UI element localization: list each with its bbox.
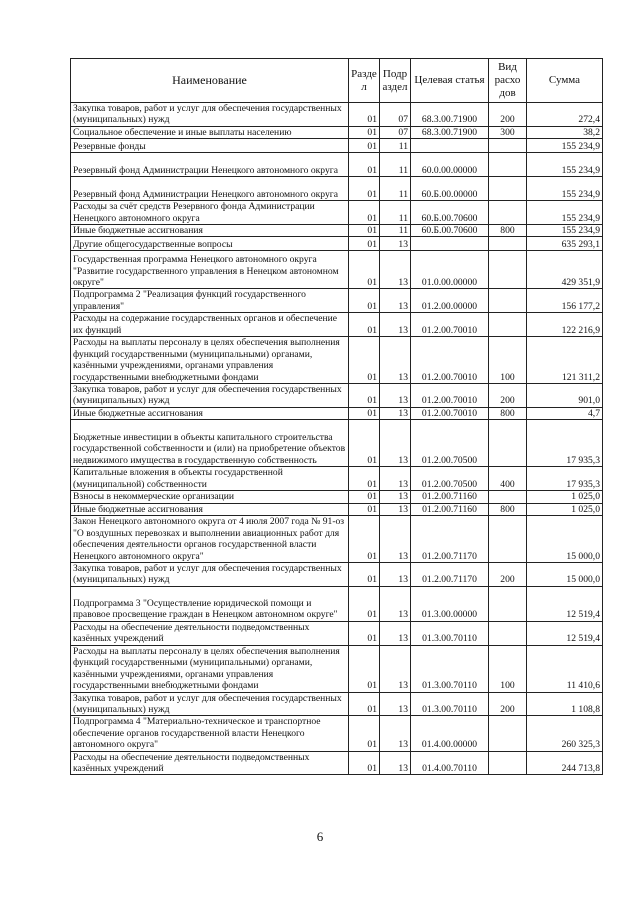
cell-sum: 155 234,9 bbox=[527, 153, 603, 177]
cell-section: 01 bbox=[349, 407, 380, 419]
header-sum: Сумма bbox=[527, 59, 603, 103]
cell-sum: 38,2 bbox=[527, 126, 603, 138]
table-body bbox=[71, 103, 603, 775]
header-subsection: Подр аздел bbox=[380, 59, 411, 103]
cell-subsection: 13 bbox=[380, 337, 411, 384]
cell-target bbox=[411, 237, 489, 251]
cell-section: 01 bbox=[349, 751, 380, 775]
cell-subsection: 13 bbox=[380, 621, 411, 645]
cell-name: Резервный фонд Администрации Ненецкого автономного округа bbox=[71, 153, 349, 177]
cell-section: 01 bbox=[349, 225, 380, 237]
table-row bbox=[71, 225, 603, 237]
cell-target: 60.Б.00.70600 bbox=[411, 201, 489, 225]
cell-sum: 1 108,8 bbox=[527, 692, 603, 716]
cell-sum: 429 351,9 bbox=[527, 251, 603, 289]
cell-section: 01 bbox=[349, 153, 380, 177]
cell-target: 60.Б.00.70600 bbox=[411, 225, 489, 237]
cell-target: 01.2.00.70500 bbox=[411, 420, 489, 467]
header-target: Целевая статья bbox=[411, 59, 489, 103]
cell-subsection: 11 bbox=[380, 153, 411, 177]
table-row bbox=[71, 407, 603, 419]
table-row bbox=[71, 201, 603, 225]
cell-type bbox=[489, 313, 527, 337]
cell-target: 68.3.00.71900 bbox=[411, 126, 489, 138]
cell-subsection: 13 bbox=[380, 289, 411, 313]
table-row bbox=[71, 420, 603, 467]
cell-subsection: 11 bbox=[380, 201, 411, 225]
cell-name: Подпрограмма 3 "Осуществление юридической помощи и правовое просвещение граждан в Ненецком автономном округе" bbox=[71, 586, 349, 621]
cell-subsection: 13 bbox=[380, 586, 411, 621]
cell-target: 68.3.00.71900 bbox=[411, 103, 489, 127]
cell-sum: 122 216,9 bbox=[527, 313, 603, 337]
cell-type: 200 bbox=[489, 384, 527, 408]
table-row bbox=[71, 692, 603, 716]
cell-name: Другие общегосударственные вопросы bbox=[71, 237, 349, 251]
cell-subsection: 13 bbox=[380, 692, 411, 716]
cell-subsection: 13 bbox=[380, 313, 411, 337]
cell-type bbox=[489, 621, 527, 645]
cell-sum: 1 025,0 bbox=[527, 503, 603, 515]
cell-target: 60.Б.00.00000 bbox=[411, 177, 489, 201]
cell-sum: 15 000,0 bbox=[527, 562, 603, 586]
budget-table bbox=[70, 58, 603, 775]
header-type: Вид расхо дов bbox=[489, 59, 527, 103]
cell-sum: 155 234,9 bbox=[527, 139, 603, 153]
cell-type: 800 bbox=[489, 225, 527, 237]
cell-sum: 17 935,3 bbox=[527, 420, 603, 467]
cell-subsection: 13 bbox=[380, 420, 411, 467]
header-name: Наименование bbox=[71, 59, 349, 103]
cell-type: 200 bbox=[489, 562, 527, 586]
cell-target: 01.2.00.71160 bbox=[411, 503, 489, 515]
cell-type: 100 bbox=[489, 337, 527, 384]
cell-section: 01 bbox=[349, 562, 380, 586]
cell-name: Расходы на обеспечение деятельности подведомственных казённых учреждений bbox=[71, 621, 349, 645]
table-row bbox=[71, 515, 603, 562]
cell-target: 01.4.00.00000 bbox=[411, 716, 489, 751]
page-number: 6 bbox=[316, 829, 324, 844]
table-row bbox=[71, 103, 603, 127]
cell-type bbox=[489, 491, 527, 503]
cell-name: Закупка товаров, работ и услуг для обеспечения государственных (муниципальных) нужд bbox=[71, 562, 349, 586]
cell-section: 01 bbox=[349, 126, 380, 138]
cell-type bbox=[489, 515, 527, 562]
cell-type: 100 bbox=[489, 645, 527, 692]
cell-type bbox=[489, 153, 527, 177]
cell-subsection: 07 bbox=[380, 126, 411, 138]
table-row bbox=[71, 467, 603, 491]
cell-target bbox=[411, 139, 489, 153]
cell-sum: 17 935,3 bbox=[527, 467, 603, 491]
cell-section: 01 bbox=[349, 289, 380, 313]
table-row bbox=[71, 621, 603, 645]
cell-type bbox=[489, 251, 527, 289]
cell-target: 01.2.00.71170 bbox=[411, 562, 489, 586]
cell-subsection: 11 bbox=[380, 139, 411, 153]
cell-section: 01 bbox=[349, 586, 380, 621]
cell-name: Расходы на выплаты персоналу в целях обеспечения выполнения функций государственными (муниципальными) органами, казёнными учреждениями, органами управления государственными внебюджетными фондами bbox=[71, 337, 349, 384]
cell-section: 01 bbox=[349, 251, 380, 289]
cell-subsection: 13 bbox=[380, 467, 411, 491]
cell-target: 01.4.00.70110 bbox=[411, 751, 489, 775]
cell-sum: 156 177,2 bbox=[527, 289, 603, 313]
cell-sum: 635 293,1 bbox=[527, 237, 603, 251]
cell-name: Иные бюджетные ассигнования bbox=[71, 407, 349, 419]
cell-type bbox=[489, 751, 527, 775]
cell-target: 01.2.00.70010 bbox=[411, 313, 489, 337]
cell-type bbox=[489, 237, 527, 251]
cell-section: 01 bbox=[349, 621, 380, 645]
cell-sum: 1 025,0 bbox=[527, 491, 603, 503]
cell-target: 01.3.00.70110 bbox=[411, 692, 489, 716]
cell-sum: 155 234,9 bbox=[527, 225, 603, 237]
cell-section: 01 bbox=[349, 103, 380, 127]
table-row bbox=[71, 337, 603, 384]
table-row bbox=[71, 384, 603, 408]
cell-name: Иные бюджетные ассигнования bbox=[71, 503, 349, 515]
cell-section: 01 bbox=[349, 503, 380, 515]
cell-name: Расходы на содержание государственных органов и обеспечение их функций bbox=[71, 313, 349, 337]
cell-target: 01.0.00.00000 bbox=[411, 251, 489, 289]
cell-subsection: 13 bbox=[380, 751, 411, 775]
table-header-row bbox=[71, 59, 603, 103]
table-row bbox=[71, 313, 603, 337]
cell-target: 01.2.00.70010 bbox=[411, 384, 489, 408]
cell-sum: 155 234,9 bbox=[527, 201, 603, 225]
cell-sum: 121 311,2 bbox=[527, 337, 603, 384]
table-row bbox=[71, 716, 603, 751]
cell-sum: 11 410,6 bbox=[527, 645, 603, 692]
cell-section: 01 bbox=[349, 384, 380, 408]
cell-name: Расходы на обеспечение деятельности подведомственных казённых учреждений bbox=[71, 751, 349, 775]
cell-subsection: 11 bbox=[380, 177, 411, 201]
cell-name: Взносы в некоммерческие организации bbox=[71, 491, 349, 503]
cell-type bbox=[489, 420, 527, 467]
cell-section: 01 bbox=[349, 313, 380, 337]
cell-sum: 12 519,4 bbox=[527, 586, 603, 621]
cell-subsection: 13 bbox=[380, 251, 411, 289]
cell-section: 01 bbox=[349, 201, 380, 225]
cell-section: 01 bbox=[349, 420, 380, 467]
cell-type: 800 bbox=[489, 407, 527, 419]
cell-section: 01 bbox=[349, 139, 380, 153]
cell-subsection: 13 bbox=[380, 645, 411, 692]
cell-section: 01 bbox=[349, 177, 380, 201]
cell-type bbox=[489, 586, 527, 621]
table-row bbox=[71, 491, 603, 503]
cell-section: 01 bbox=[349, 337, 380, 384]
cell-type bbox=[489, 177, 527, 201]
table-row bbox=[71, 177, 603, 201]
cell-type bbox=[489, 289, 527, 313]
cell-name: Закупка товаров, работ и услуг для обеспечения государственных (муниципальных) нужд bbox=[71, 692, 349, 716]
cell-type bbox=[489, 139, 527, 153]
cell-sum: 244 713,8 bbox=[527, 751, 603, 775]
cell-sum: 15 000,0 bbox=[527, 515, 603, 562]
table-row bbox=[71, 289, 603, 313]
cell-subsection: 13 bbox=[380, 384, 411, 408]
cell-section: 01 bbox=[349, 515, 380, 562]
cell-name: Подпрограмма 2 "Реализация функций государственного управления" bbox=[71, 289, 349, 313]
cell-name: Социальное обеспечение и иные выплаты населению bbox=[71, 126, 349, 138]
cell-name: Закон Ненецкого автономного округа от 4 июля 2007 года № 91-оз "О воздушных перевозках и выполнении авиационных работ для обеспечения деятельности органов государственной власти Ненецкого автономного округа" bbox=[71, 515, 349, 562]
cell-target: 60.0.00.00000 bbox=[411, 153, 489, 177]
cell-section: 01 bbox=[349, 692, 380, 716]
cell-target: 01.2.00.71170 bbox=[411, 515, 489, 562]
cell-section: 01 bbox=[349, 645, 380, 692]
cell-subsection: 13 bbox=[380, 515, 411, 562]
cell-subsection: 13 bbox=[380, 503, 411, 515]
cell-subsection: 13 bbox=[380, 237, 411, 251]
cell-name: Расходы за счёт средств Резервного фонда Администрации Ненецкого автономного округа bbox=[71, 201, 349, 225]
cell-name: Закупка товаров, работ и услуг для обеспечения государственных (муниципальных) нужд bbox=[71, 103, 349, 127]
cell-sum: 155 234,9 bbox=[527, 177, 603, 201]
table-row bbox=[71, 751, 603, 775]
header-section: Разде л bbox=[349, 59, 380, 103]
cell-name: Резервные фонды bbox=[71, 139, 349, 153]
table-row bbox=[71, 126, 603, 138]
table-row bbox=[71, 153, 603, 177]
cell-subsection: 07 bbox=[380, 103, 411, 127]
table-row bbox=[71, 237, 603, 251]
cell-sum: 260 325,3 bbox=[527, 716, 603, 751]
cell-name: Бюджетные инвестиции в объекты капитального строительства государственной собственности и (или) на приобретение объектов недвижимого имущества в государственную собственность bbox=[71, 420, 349, 467]
cell-target: 01.3.00.70110 bbox=[411, 645, 489, 692]
cell-target: 01.2.00.71160 bbox=[411, 491, 489, 503]
cell-type: 200 bbox=[489, 692, 527, 716]
cell-type: 200 bbox=[489, 103, 527, 127]
cell-target: 01.2.00.70010 bbox=[411, 407, 489, 419]
cell-type bbox=[489, 201, 527, 225]
cell-name: Иные бюджетные ассигнования bbox=[71, 225, 349, 237]
cell-subsection: 13 bbox=[380, 716, 411, 751]
table-row bbox=[71, 586, 603, 621]
cell-section: 01 bbox=[349, 491, 380, 503]
cell-name: Резервный фонд Администрации Ненецкого автономного округа bbox=[71, 177, 349, 201]
cell-type: 300 bbox=[489, 126, 527, 138]
cell-target: 01.3.00.00000 bbox=[411, 586, 489, 621]
cell-type bbox=[489, 716, 527, 751]
cell-section: 01 bbox=[349, 467, 380, 491]
cell-subsection: 13 bbox=[380, 491, 411, 503]
table-row bbox=[71, 139, 603, 153]
table-row bbox=[71, 562, 603, 586]
cell-name: Капитальные вложения в объекты государственной (муниципальной) собственности bbox=[71, 467, 349, 491]
cell-type: 800 bbox=[489, 503, 527, 515]
cell-name: Закупка товаров, работ и услуг для обеспечения государственных (муниципальных) нужд bbox=[71, 384, 349, 408]
cell-section: 01 bbox=[349, 237, 380, 251]
table-row bbox=[71, 645, 603, 692]
cell-name: Подпрограмма 4 "Материально-техническое и транспортное обеспечение органов государственной власти Ненецкого автономного округа" bbox=[71, 716, 349, 751]
cell-sum: 272,4 bbox=[527, 103, 603, 127]
cell-sum: 901,0 bbox=[527, 384, 603, 408]
cell-target: 01.2.00.70010 bbox=[411, 337, 489, 384]
cell-target: 01.3.00.70110 bbox=[411, 621, 489, 645]
cell-target: 01.2.00.00000 bbox=[411, 289, 489, 313]
cell-sum: 4,7 bbox=[527, 407, 603, 419]
table-row bbox=[71, 503, 603, 515]
cell-name: Расходы на выплаты персоналу в целях обеспечения выполнения функций государственными (муниципальными) органами, казёнными учреждениями, органами управления государственными внебюджетными фондами bbox=[71, 645, 349, 692]
cell-type: 400 bbox=[489, 467, 527, 491]
cell-subsection: 13 bbox=[380, 562, 411, 586]
cell-sum: 12 519,4 bbox=[527, 621, 603, 645]
cell-section: 01 bbox=[349, 716, 380, 751]
cell-subsection: 13 bbox=[380, 407, 411, 419]
cell-name: Государственная программа Ненецкого автономного округа "Развитие государственного управления в Ненецком автономном округе" bbox=[71, 251, 349, 289]
table-row bbox=[71, 251, 603, 289]
cell-subsection: 11 bbox=[380, 225, 411, 237]
cell-target: 01.2.00.70500 bbox=[411, 467, 489, 491]
